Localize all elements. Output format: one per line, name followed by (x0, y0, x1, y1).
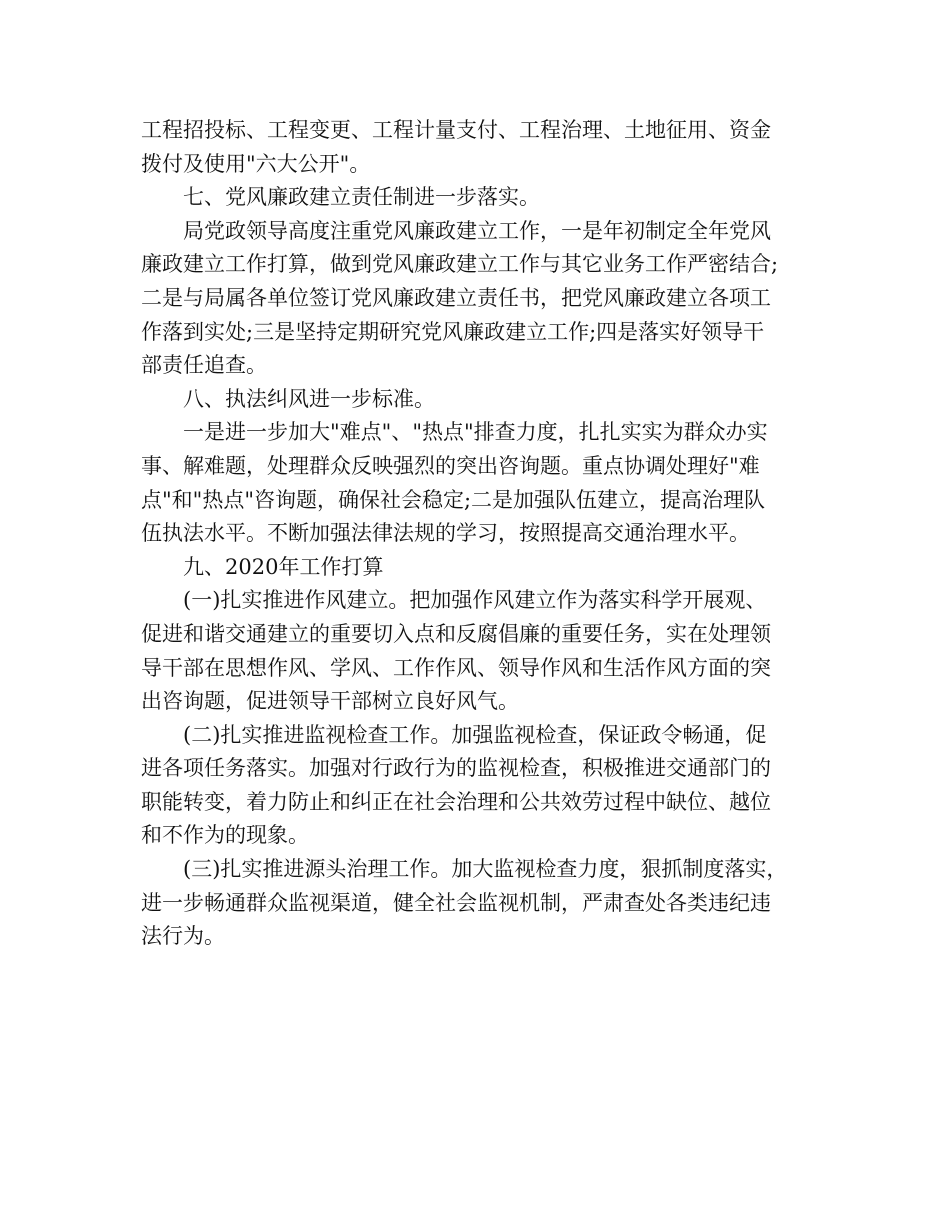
text-line: 工程招投标、工程变更、工程计量支付、工程治理、土地征用、资金 (141, 118, 771, 142)
section-heading: 九、2020年工作打算 (183, 554, 384, 579)
document-body (141, 114, 813, 954)
text-line: 出咨询题，促进领导干部树立良好风气。 (141, 689, 519, 714)
text-line: 部责任追查。 (141, 353, 267, 378)
text-line: 点"和"热点"咨询题，确保社会稳定;二是加强队伍建立，提高治理队 (141, 487, 766, 512)
text-line: (三)扎实推进源头治理工作。加大监视检查力度，狠抓制度落实， (183, 857, 788, 882)
text-line: 作落到实处;三是坚持定期研究党风廉政建立工作;四是落实好领导干 (141, 319, 765, 344)
text-line: (一)扎实推进作风建立。把加强作风建立作为落实科学开展观、 (183, 588, 767, 613)
text-line: 进一步畅通群众监视渠道，健全社会监视机制，严肃查处各类违纪违 (141, 890, 771, 915)
section-heading: 八、执法纠风进一步标准。 (183, 386, 435, 411)
text-line: 职能转变，着力防止和纠正在社会治理和公共效劳过程中缺位、越位 (141, 789, 771, 814)
text-line: 局党政领导高度注重党风廉政建立工作，一是年初制定全年党风 (183, 218, 771, 243)
text-line: 事、解难题，处理群众反映强烈的突出咨询题。重点协调处理好"难 (141, 453, 760, 478)
text-line: (二)扎实推进监视检查工作。加强监视检查，保证政令畅通，促 (183, 722, 767, 747)
text-line: 促进和谐交通建立的重要切入点和反腐倡廉的重要任务，实在处理领 (141, 621, 771, 646)
text-line: 法行为。 (141, 924, 225, 949)
text-line: 进各项任务落实。加强对行政行为的监视检查，积极推进交通部门的 (141, 756, 771, 781)
section-heading: 七、党风廉政建立责任制进一步落实。 (183, 185, 540, 210)
text-line: 廉政建立工作打算，做到党风廉政建立工作与其它业务工作严密结合; (141, 252, 779, 277)
text-line: 导干部在思想作风、学风、工作作风、领导作风和生活作风方面的突 (141, 655, 771, 680)
text-line: 和不作为的现象。 (141, 823, 309, 848)
text-line: 一是进一步加大"难点"、"热点"排查力度，扎扎实实为群众办实 (183, 420, 768, 445)
text-line: 伍执法水平。不断加强法律法规的学习，按照提高交通治理水平。 (141, 521, 750, 546)
text-line: 拨付及使用"六大公开"。 (141, 151, 371, 176)
text-line: 二是与局属各单位签订党风廉政建立责任书，把党风廉政建立各项工 (141, 285, 771, 310)
